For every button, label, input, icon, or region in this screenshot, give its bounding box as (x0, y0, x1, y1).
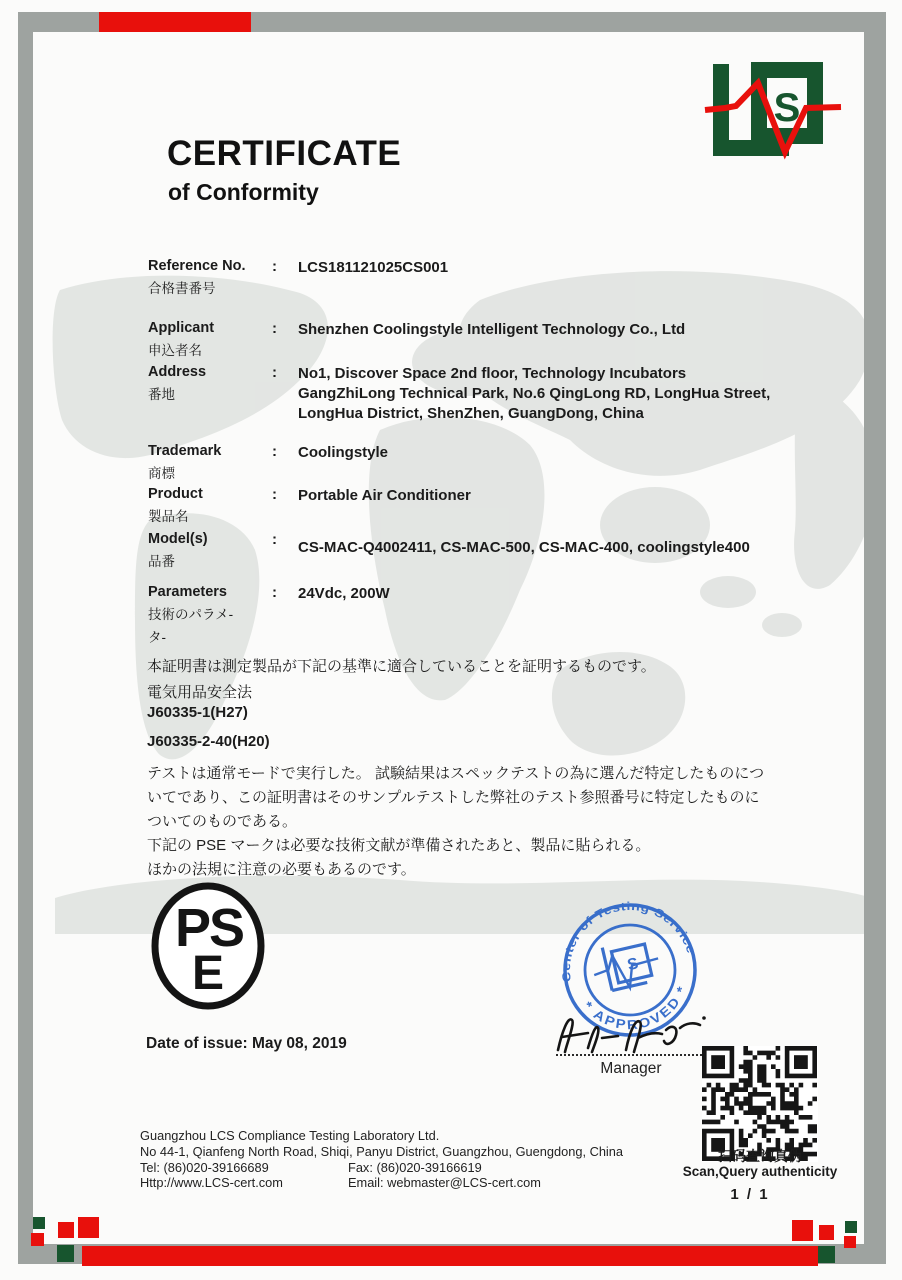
statement-standard-1: J60335-1(H27) (147, 704, 248, 721)
frame-right (864, 12, 886, 1264)
field-label-jp: 品番 (148, 554, 175, 569)
title-block (167, 134, 401, 206)
field-product (148, 486, 838, 525)
lab-fax: Fax: (86)020-39166619 (348, 1159, 482, 1175)
page-title: CERTIFICATE (167, 134, 402, 173)
address-line: No1, Discover Space 2nd floor, Technology Incubators (298, 365, 687, 382)
deco-square (57, 1245, 74, 1262)
signature-role-label: Manager (600, 1060, 662, 1077)
deco-square (844, 1236, 856, 1248)
colon: : (272, 258, 277, 275)
lcs-logo (703, 60, 843, 165)
colon: : (272, 486, 277, 503)
lab-website: Http://www.LCS-cert.com (140, 1175, 283, 1191)
field-value: 24Vdc, 200W (298, 585, 390, 602)
signature-line (556, 1054, 706, 1056)
colon: : (272, 531, 277, 548)
stamp-emblem (589, 936, 663, 995)
field-label-jp: 申込者名 (148, 343, 202, 358)
deco-square (33, 1217, 45, 1229)
date-of-issue: Date of issue: May 08, 2019 (146, 1035, 347, 1052)
field-value: Shenzhen Coolingstyle Intelligent Technology Co., Ltd (298, 321, 686, 338)
deco-square (78, 1217, 99, 1238)
field-parameters (148, 584, 838, 646)
field-models (148, 531, 838, 570)
lab-email: Email: webmaster@LCS-cert.com (348, 1175, 541, 1191)
field-label: Product (148, 486, 203, 502)
note-line: 下記の PSE マークは必要な技術文献が準備されたあと、製品に貼られる。 (147, 837, 651, 854)
field-applicant (148, 320, 838, 359)
pse-e-text: E (191, 947, 225, 1000)
field-label-jp: 番地 (148, 387, 175, 402)
field-label-jp: 技術のパラメ- (148, 607, 234, 622)
note-line: テストは通常モードで実行した。 試験結果はスペックテストの為に選んだ特定したものにつ (147, 765, 765, 782)
statement-standard-2: J60335-2-40(H20) (147, 733, 270, 750)
deco-square (819, 1225, 834, 1240)
colon: : (272, 364, 277, 381)
field-value: Coolingstyle (298, 444, 389, 461)
field-label-jp: 製品名 (148, 509, 189, 524)
field-reference (148, 258, 838, 297)
field-label: Model(s) (148, 531, 208, 547)
field-value (298, 364, 838, 424)
field-label-jp: 商標 (148, 466, 175, 481)
colon: : (272, 443, 277, 460)
stamp-arc-top-text: Center of Testing Service (560, 900, 697, 983)
address-line: GangZhiLong Technical Park, No.6 QingLong RD, LongHua Street, (298, 385, 771, 402)
deco-square (845, 1221, 857, 1233)
colon: : (272, 584, 277, 601)
field-address (148, 364, 838, 424)
field-label: Reference No. (148, 258, 246, 274)
deco-square (58, 1222, 74, 1238)
pse-ps-text: PS (174, 898, 244, 958)
lab-tel: Tel: (86)020-39166689 (140, 1159, 269, 1175)
frame-left (18, 12, 33, 1264)
note-line: ついてのものである。 (147, 813, 298, 830)
field-value: Portable Air Conditioner (298, 487, 471, 504)
field-label: Trademark (148, 443, 222, 459)
deco-square (818, 1246, 835, 1263)
field-label: Applicant (148, 320, 215, 336)
bottom-red-accent (82, 1246, 818, 1266)
pse-mark (150, 882, 266, 1012)
lab-contact-block (140, 1128, 623, 1191)
field-label-jp: タ- (148, 630, 166, 645)
logo-s-letter: S (773, 86, 801, 130)
page-indicator: 1 / 1 (730, 1186, 770, 1203)
statement-law: 電気用品安全法 (147, 684, 253, 701)
field-value: LCS181121025CS001 (298, 259, 449, 276)
field-label: Parameters (148, 584, 227, 600)
note-line: いてであり、この証明書はそのサンプルテストした弊社のテスト参照番号に特定したものに (147, 789, 760, 806)
field-label-jp: 合格書番号 (148, 281, 216, 296)
lab-name: Guangzhou LCS Compliance Testing Laboratory Ltd. (140, 1128, 440, 1143)
field-value: CS-MAC-Q4002411, CS-MAC-500, CS-MAC-400, coolingstyle400 (298, 539, 750, 556)
stamp-s-letter: S (625, 955, 640, 975)
page-subtitle: of Conformity (168, 179, 319, 205)
note-line: ほかの法規に注意の必要もあるのです。 (147, 861, 416, 878)
field-trademark (148, 443, 838, 482)
field-label: Address (148, 364, 207, 380)
colon: : (272, 320, 277, 337)
qr-caption-cn: 扫码查询真伪 (718, 1148, 802, 1164)
manager-signature (552, 1008, 712, 1056)
stamp-arc-bottom-text: * APPROVED * (580, 983, 690, 1033)
lab-address: No 44-1, Qianfeng North Road, Shiqi, Panyu District, Guangzhou, Guengdong, China (140, 1143, 624, 1159)
deco-square (792, 1220, 813, 1241)
address-line: LongHua District, ShenZhen, GuangDong, China (298, 405, 644, 422)
statement-intro: 本証明書は測定製品が下記の基準に適合していることを証明するものです。 (147, 658, 656, 675)
top-red-accent (99, 12, 251, 32)
qr-code (702, 1046, 818, 1162)
deco-square (31, 1233, 44, 1246)
qr-caption-en: Scan,Query authenticity (682, 1164, 838, 1179)
